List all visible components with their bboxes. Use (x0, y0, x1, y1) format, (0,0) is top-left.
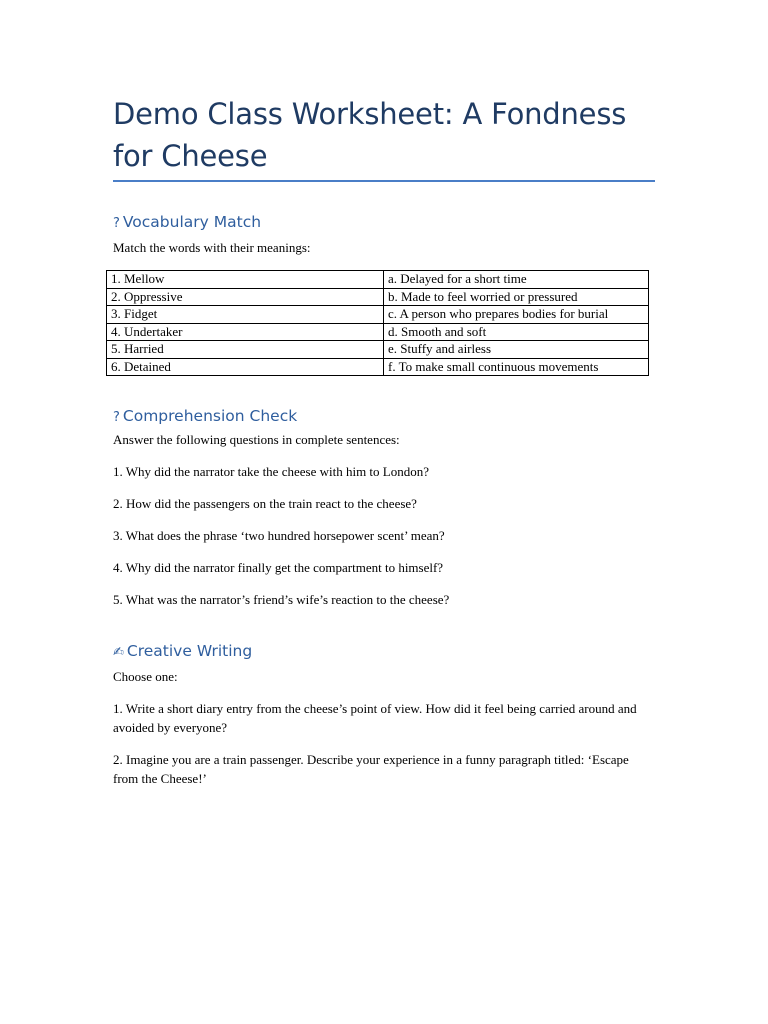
vocab-word: 4. Undertaker (107, 323, 384, 341)
comprehension-icon: ? (113, 410, 120, 425)
comprehension-heading-text: Comprehension Check (122, 407, 298, 425)
question-item: 5. What was the narrator’s friend’s wife’s reaction to the cheese? (113, 592, 450, 607)
writing-option: 2. Imagine you are a train passenger. Describe your experience in a funny paragraph titled: ‘Escape from the Cheese!’ (113, 752, 629, 786)
vocab-word: 5. Harried (107, 341, 384, 359)
table-row (107, 341, 649, 359)
comprehension-heading (113, 407, 297, 425)
writing-hand-icon: ✍ (113, 645, 124, 660)
vocab-meaning: e. Stuffy and airless (384, 341, 649, 359)
vocab-word: 2. Oppressive (107, 288, 384, 306)
title-divider (113, 180, 655, 182)
creative-writing-heading (113, 642, 252, 660)
vocabulary-icon: ? (113, 216, 120, 231)
table-row (107, 306, 649, 324)
vocab-meaning: d. Smooth and soft (384, 323, 649, 341)
vocab-meaning: c. A person who prepares bodies for burial (384, 306, 649, 324)
page-title: Demo Class Worksheet: A Fondness for Cheese (113, 97, 627, 173)
vocab-word: 6. Detained (107, 358, 384, 376)
question-item: 3. What does the phrase ‘two hundred horsepower scent’ mean? (113, 528, 445, 543)
table-row (107, 271, 649, 289)
writing-option: 1. Write a short diary entry from the cheese’s point of view. How did it feel being carried around and avoided by everyone? (113, 701, 637, 735)
vocab-meaning: b. Made to feel worried or pressured (384, 288, 649, 306)
vocab-word: 3. Fidget (107, 306, 384, 324)
vocab-meaning: a. Delayed for a short time (384, 271, 649, 289)
comprehension-instruction: Answer the following questions in complete sentences: (113, 432, 400, 447)
question-item: 4. Why did the narrator finally get the compartment to himself? (113, 560, 444, 575)
question-item: 2. How did the passengers on the train react to the cheese? (113, 496, 417, 511)
table-row (107, 323, 649, 341)
vocab-meaning: f. To make small continuous movements (384, 358, 649, 376)
vocab-word: 1. Mellow (107, 271, 384, 289)
creative-writing-heading-text: Creative Writing (126, 642, 253, 660)
question-item: 1. Why did the narrator take the cheese with him to London? (113, 464, 429, 479)
vocabulary-heading-text: Vocabulary Match (122, 213, 262, 231)
table-row (107, 358, 649, 376)
creative-instruction: Choose one: (113, 669, 178, 684)
table-row (107, 288, 649, 306)
vocabulary-table (106, 270, 649, 376)
vocabulary-instruction: Match the words with their meanings: (113, 240, 311, 255)
vocabulary-heading (113, 213, 261, 231)
